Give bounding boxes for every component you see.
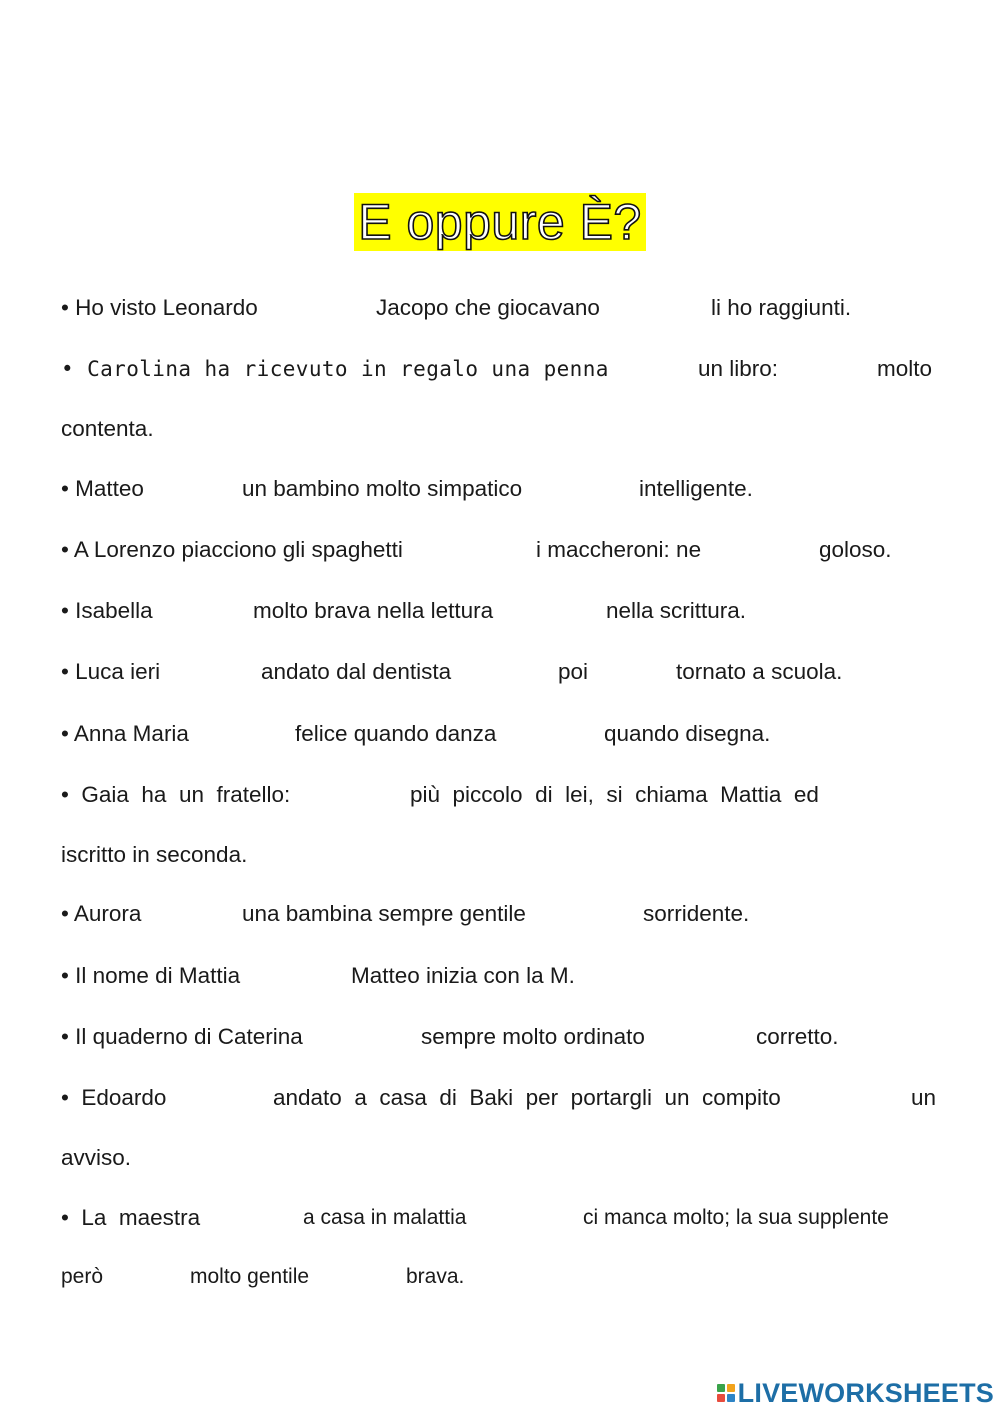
sentence-1-part-2: Jacopo che giocavano [376,295,600,320]
liveworksheets-brand: LIVEWORKSHEETS [737,1377,994,1408]
sentence-7-part-1: • Anna Maria [61,721,189,746]
sentence-3-part-3: intelligente. [639,476,753,501]
sentence-13-part-6: brava. [406,1265,465,1288]
sentence-5-part-1: • Isabella [61,598,153,623]
sentence-7-part-2: felice quando danza [295,721,497,746]
sentence-4-part-3: goloso. [819,537,892,562]
sentence-8-part-3: iscritto in seconda. [61,842,248,867]
sentence-9-part-1: • Aurora [61,901,142,926]
sentence-6-part-3: poi [558,659,589,684]
sentence-4-part-2: i maccheroni: ne [536,537,702,562]
sentence-6-part-2: andato dal dentista [261,659,452,684]
sentence-8-part-1: • Gaia ha un fratello: [61,782,291,807]
sentence-13-part-4: però [61,1265,104,1288]
sentence-6-part-1: • Luca ieri [61,659,161,684]
sentence-3-part-1: • Matteo [61,476,144,501]
sentence-13-part-3: ci manca molto; la sua supplente [583,1206,889,1229]
sentence-5-part-2: molto brava nella lettura [253,598,494,623]
sentence-1-part-1: • Ho visto Leonardo [61,295,258,320]
sentence-12-part-1: • Edoardo [61,1085,167,1110]
liveworksheets-logo-icon [717,1384,735,1402]
liveworksheets-footer[interactable] [717,1378,994,1408]
logo-square-orange [727,1384,735,1392]
sentence-11-part-3: corretto. [756,1024,839,1049]
sentence-12-part-4: avviso. [61,1145,132,1170]
logo-square-green [717,1384,725,1392]
sentence-9-part-3: sorridente. [643,901,750,926]
page-title: E oppure È? [354,193,645,251]
sentence-13-part-5: molto gentile [190,1265,310,1288]
sentence-13-part-1: • La maestra [61,1205,201,1230]
sentence-6-part-4: tornato a scuola. [676,659,843,684]
sentence-12-part-3: un [911,1085,937,1110]
sentence-2-part-2: un libro: [698,356,779,381]
sentence-1-part-3: li ho raggiunti. [711,295,852,320]
sentence-7-part-3: quando disegna. [604,721,771,746]
sentence-5-part-3: nella scrittura. [606,598,747,623]
logo-square-blue [727,1394,735,1402]
sentence-13-part-2: a casa in malattia [303,1206,467,1229]
sentence-11-part-1: • Il quaderno di Caterina [61,1024,303,1049]
sentence-2-part-1: • Carolina ha ricevuto in regalo una penna [61,357,609,381]
sentence-2-part-4: contenta. [61,416,154,441]
sentence-11-part-2: sempre molto ordinato [421,1024,645,1049]
sentence-12-part-2: andato a casa di Baki per portargli un compito [273,1085,781,1110]
sentence-3-part-2: un bambino molto simpatico [242,476,523,501]
title-wrapper [0,193,1000,251]
sentence-2-part-3: molto [877,356,933,381]
sentence-8-part-2: più piccolo di lei, si chiama Mattia ed [410,782,819,807]
sentence-10-part-2: Matteo inizia con la M. [351,963,575,988]
logo-square-red [717,1394,725,1402]
sentence-9-part-2: una bambina sempre gentile [242,901,526,926]
sentence-4-part-1: • A Lorenzo piacciono gli spaghetti [61,537,403,562]
sentence-10-part-1: • Il nome di Mattia [61,963,241,988]
